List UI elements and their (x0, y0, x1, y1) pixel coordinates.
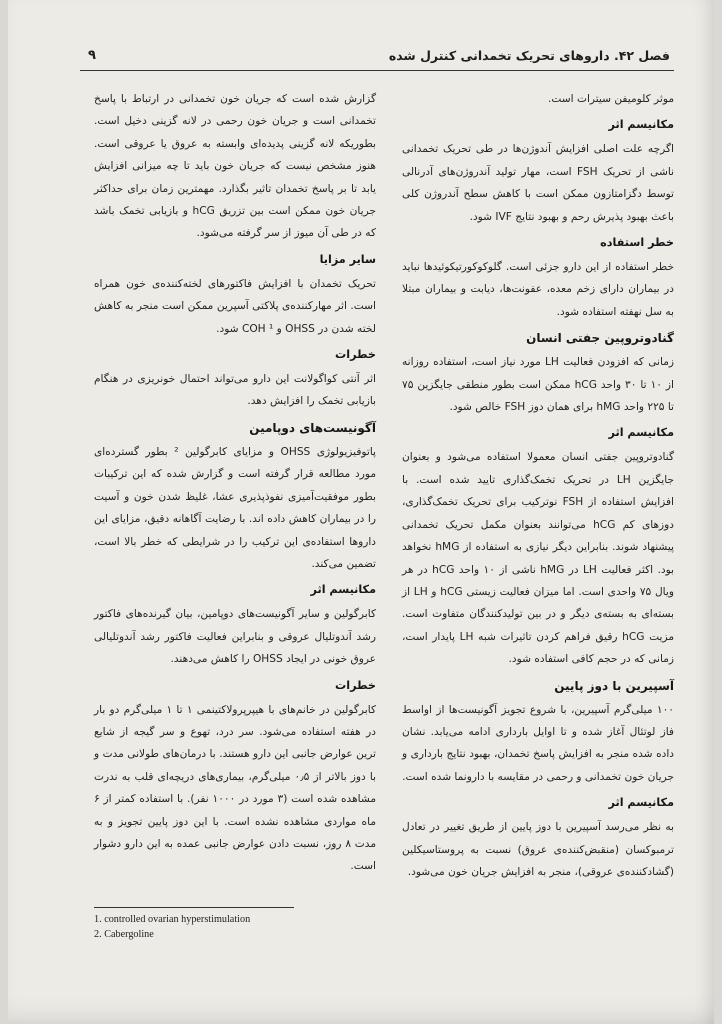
right-column (402, 88, 674, 883)
paragraph: کابرگولین و سایر آگونیست‌های دوپامین، بیان گیرنده‌های فاکتور رشد آندوتلیال عروقی و بنابراین فعالیت فاکتور رشد آندوتلیالی عروق خونی در ایجاد OHSS را کاهش می‌دهند. (94, 608, 376, 666)
paragraph: کابرگولین در خانم‌های با هیپرپرولاکتینمی ۱ تا ۱ میلی‌گرم دو بار در هفته استفاده می‌شود. سر درد، تهوع و سر گیجه از شایع ترین عوارض جانبی این دارو هستند. با درمان‌های طولانی مدت و با دوز بالاتر از ۰٫۵ میلی‌گرم، بیماری‌های دریچه‌ای قلب به ندرت مشاهده شده است (۳ مورد در ۱۰۰۰ نفر). با استفاده کمتر از ۶ ماه مواردی مشاهده نشده است. با این دوز پایین تجویز و به مدت ۸ روز، نسبت دادن عوارض جانبی عمده به این دارو دشوار است. (94, 703, 377, 873)
paragraph: موثر کلومیفن سیترات است. (548, 93, 674, 105)
section-heading: سایر مزایا (319, 252, 376, 266)
section-heading: آسپیرین با دوز پایین (554, 678, 674, 693)
page-number: ۹ (88, 48, 96, 63)
section-heading: مکانیسم اثر (608, 426, 674, 440)
section-heading: مکانیسم اثر (310, 583, 376, 597)
paragraph: اثر آنتی کواگولانت این دارو می‌تواند احتمال خونریزی در هنگام بازیابی تخمک را افزایش دهد. (94, 373, 376, 408)
section-heading: مکانیسم اثر (608, 796, 674, 810)
footnote-1: 1. controlled ovarian hyperstimulation (94, 914, 251, 925)
section-heading: خطرات (335, 678, 376, 692)
paragraph: زمانی که افزودن فعالیت LH مورد نیاز است، استفاده روزانه از ۱۰ تا ۳۰ واحد hCG ممکن است بطور منطقی جایگزین ۷۵ تا ۲۲۵ واحد hMG برای همان دوز FSH خالص شود. (402, 356, 674, 414)
paragraph: ۱۰۰ میلی‌گرم آسپیرین، با شروع تجویز آگونیست‌ها از اواسط فاز لوتئال آغاز شده و تا اوایل بارداری ادامه می‌یابد. نشان داده شده منجر به افزایش پاسخ تخمدان، بهبود نتایج بارداری و جریان خون تخمدانی و رحمی در مقایسه با دارونما شده است. (402, 703, 674, 783)
paragraph: اگرچه علت اصلی افزایش آندوژن‌ها در طی تحریک تخمدانی ناشی از تحریک FSH است، مهار تولید آندروژن‌های آدرنالی توسط دگزامتازون ممکن است با کاهش سطح آندروژن کلی باعث بهبود پذیرش رحم و بهبود نتایج IVF شود. (402, 143, 674, 223)
section-heading: خطرات (335, 348, 376, 362)
paragraph: گنادوتروپین جفتی انسان معمولا استفاده می‌شود و بعنوان جایگزین LH در تحریک تخمک‌گذاری تایید شده است. با افزایش استفاده از FSH نوترکیب برای تحریک تخمک‌گذاری، دوزهای کم hCG می‌توانند بعنوان مکمل تحریک تخمدانی پیشنهاد شوند. بنابراین دیگر نیازی به استفاده از hMG نخواهد بود. اکثر فعالیت LH در hMG ناشی از ۱۰ واحد hCG در هر ویال ۷۵ واحدی است. اما میزان فعالیت زیستی hCG و LH از بسته‌ای به بسته‌ی دیگر و در بین تولیدکنندگان متفاوت است. مزیت hCG رقیق فراهم کردن تاثیرات شبه LH پایدار است، زمانی که در حجم کافی استفاده شود. (402, 451, 675, 666)
section-heading: خطر استفاده (600, 236, 674, 250)
page-header (80, 44, 674, 71)
left-column (94, 88, 376, 878)
section-heading: آگونیست‌های دوپامین (249, 420, 376, 435)
book-page (8, 0, 714, 1024)
paragraph: پاتوفیزیولوژی OHSS و مزایای کابرگولین ² بطور گسترده‌ای مورد مطالعه قرار گرفته است و گزارش شده که این ترکیبات بطور موفقیت‌آمیزی نفوذپذیری عشا، غلیظ شدن خون و آسیت را در بیماران کاهش داده اند. با رضایت آگاهانه دقیق، مزایای این داروها استفاده‌ی این ترکیب را در شرایطی که خطر بالا است، تضمین می‌کند. (94, 445, 376, 570)
footnote-2: 2. Cabergoline (94, 929, 154, 940)
paragraph: تحریک تخمدان با افزایش فاکتورهای لخته‌کننده‌ی خون همراه است. اثر مهارکننده‌ی پلاکتی آسپرین ممکن است منجر به کاهش لخته شدن در OHSS و COH ¹ شود. (94, 277, 376, 335)
chapter-title: فصل ۴۲. داروهای تحریک تخمدانی کنترل شده (388, 48, 670, 63)
footnotes (94, 912, 250, 942)
paragraph: به نظر می‌رسد آسپیرین با دوز پایین از طریق تغییر در تعادل ترمبوکسان (منقبض‌کننده‌ی عروق) نسبت به پروستاسیکلین (گشادکننده‌ی عروقی)، منجر به افزایش جریان خون می‌شود. (402, 821, 674, 878)
section-heading: مکانیسم اثر (608, 118, 674, 132)
section-heading: گنادوتروپین جفتی انسان (526, 331, 674, 346)
footnote-divider (94, 907, 294, 908)
paragraph: گزارش شده است که جریان خون تخمدانی در ارتباط با پاسخ تخمدانی است و جریان خون رحمی در لانه گزینی دخیل است. بطوریکه لانه گزینی پدیده‌ای وابسته به عروق یا عروقی است. هنوز مشخص نیست که جریان خون باید تا چه میزانی افزایش یابد تا بر پاسخ تخمدان تاثیر بگذارد. مهمترین زمان برای حداکثر جریان خون ممکن است بین تزریق hCG و بازیابی تخمک باشد که در طی آن میوز از سر گرفته می‌شود. (94, 93, 376, 240)
paragraph: خطر استفاده از این دارو جزئی است. گلوکوکورتیکوئیدها نباید در بیماران دارای زخم معده، عفونت‌ها، دیابت و بیماران مبتلا به سل نهفته استفاده شود. (402, 261, 674, 318)
